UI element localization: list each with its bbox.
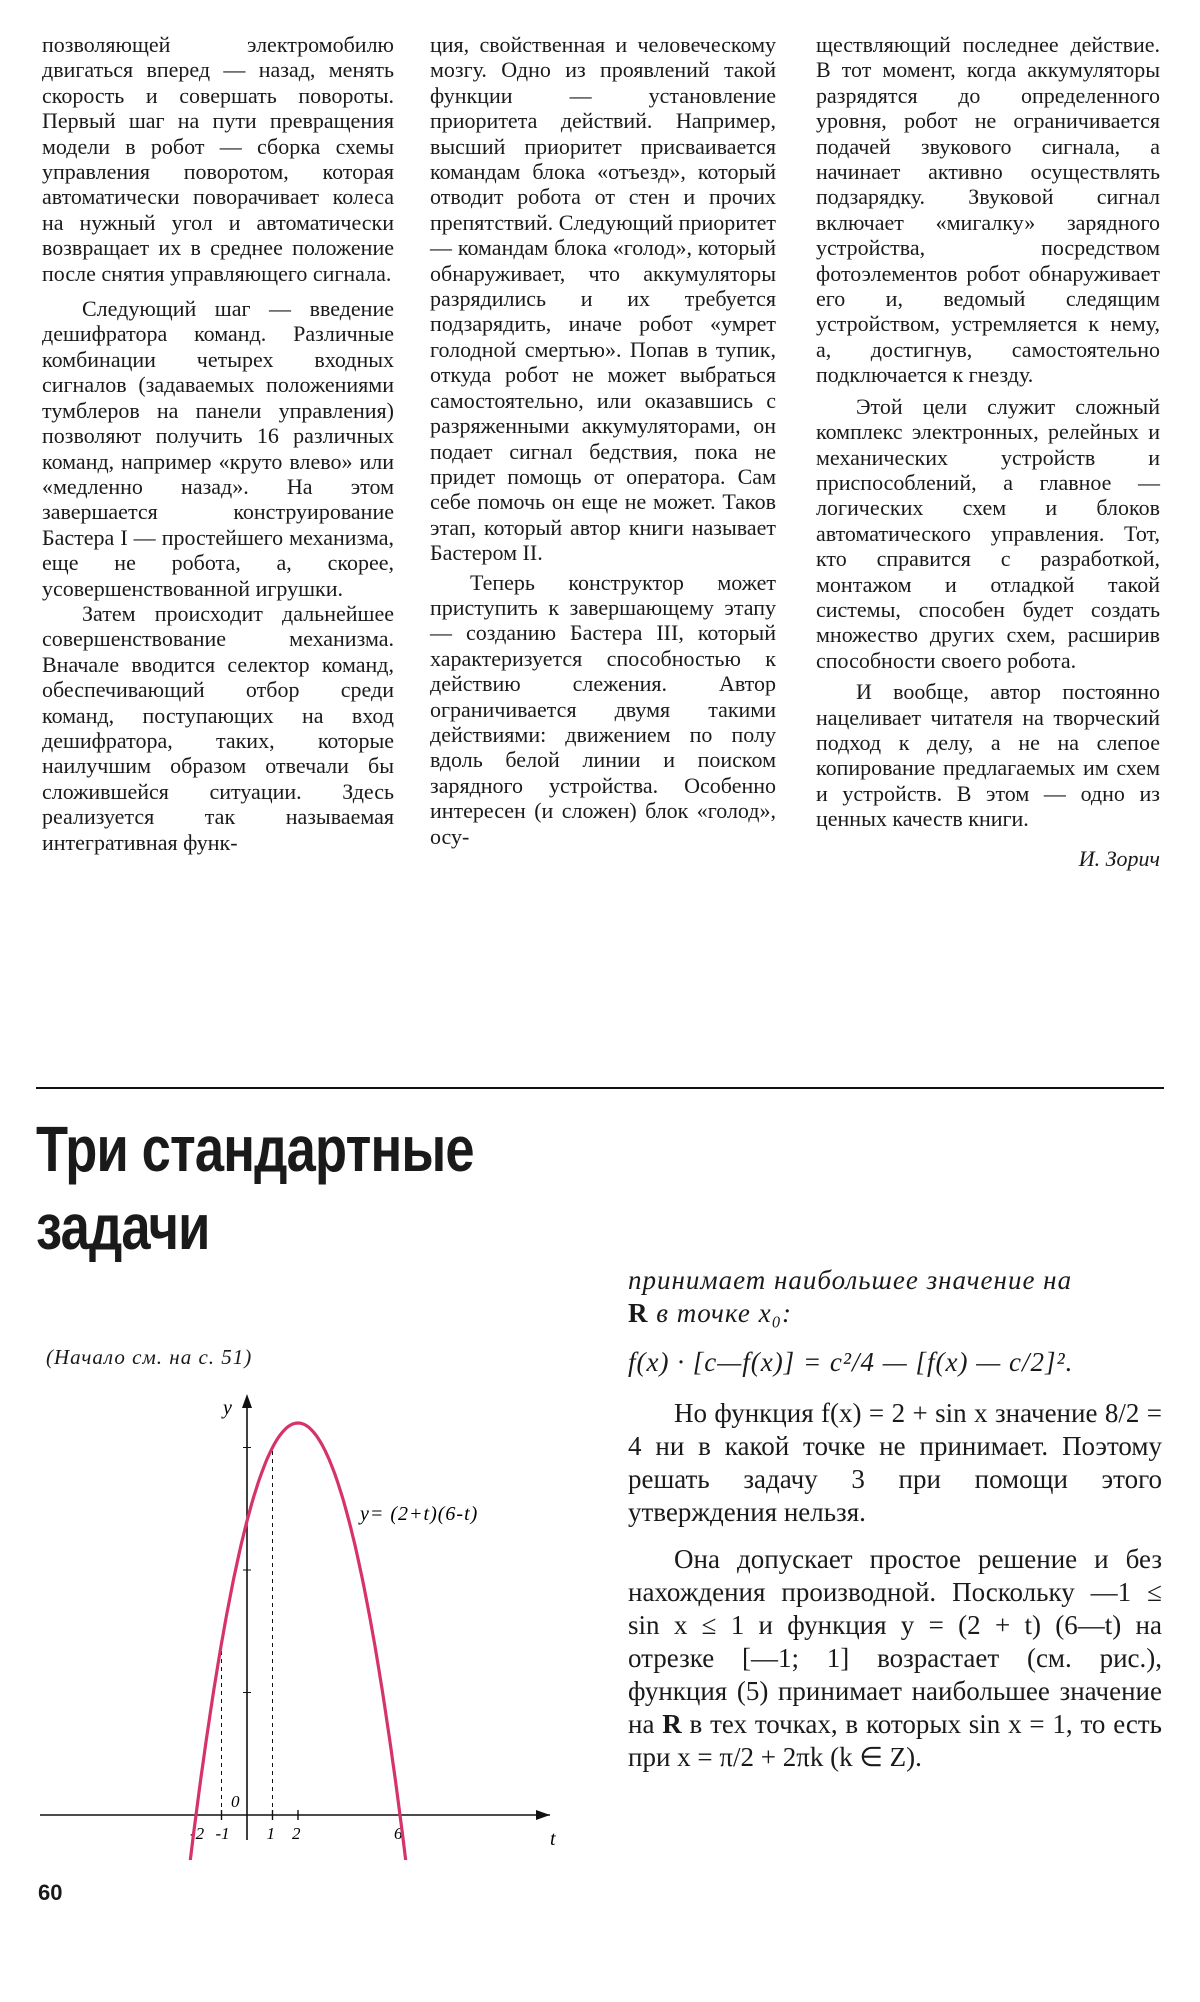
text-column-3 (816, 32, 1160, 871)
lead-text-b: в точке x₀: (648, 1298, 792, 1328)
page-number: 60 (38, 1880, 63, 1905)
y-axis-label: y (223, 1397, 232, 1419)
title-line-2: задачи (36, 1191, 210, 1263)
origin-label: 0 (231, 1792, 240, 1811)
x-tick-label: 2 (292, 1824, 301, 1843)
paragraph: Следующий шаг — введение дешифратора команд. Различные комбинации четырех входных сигналов (задаваемых положениями тумблеров на панели управления) позволяют получить 16 различных команд, например «круто влево» или «медленно назад». На этом завершается конструирование Бастера I — простейшего механизма, еще не робота, а, скорее, усовершенствованной игрушки. (42, 296, 394, 601)
paragraph: ция, свойственная и человеческому мозгу. Одно из проявлений такой функции — установление приоритета действий. Например, высший приоритет присваивается командам блока «отъезд», который отводит робота от стен и прочих препятствий. Следующий приоритет — командам блока «голод», который обнаруживает, что аккумуляторы разрядились и их требуется подзарядить, иначе робот «умрет голодной смертью». Попав в тупик, откуда робот не может выбраться самостоятельно, или оказавшись с разряженными аккумуляторами, он подает сигнал бедствия, пока не придет помощь от оператора. Сам себе помочь он еще не может. Таков этап, который автор книги называет Бастером II. (430, 32, 776, 566)
paragraph: позволяющей электромобилю двигаться вперед — назад, менять скорость и совершать повороты. Первый шаг на пути превращения модели в робот — сборка схемы управления поворотом, которая автоматически поворачивает колеса на нужный угол и автоматически возвращает их в среднее положение после снятия управляющего сигнала. (42, 32, 394, 286)
paragraph: Затем происходит дальнейшее совершенствование механизма. Вначале вводится селектор команд, обеспечивающий отбор среди команд, поступающих на вход дешифратора, таких, которые наилучшим образом отвечали бы сложившейся ситуации. Здесь реализуется так называемая интегративная функ- (42, 600, 394, 855)
title-line-1: Три стандартные (36, 1113, 474, 1185)
x-axis-arrow (536, 1810, 550, 1820)
parabola-curve (188, 1423, 407, 1860)
paragraph: Но функция f(x) = 2 + sin x значение 8/2 = 4 ни в какой точке не принимает. Поэтому решать задачу 3 при помощи этого утверждения нельзя. (628, 1398, 1162, 1527)
section-divider (36, 1087, 1164, 1089)
continuation-note: (Начало см. на с. 51) (46, 1345, 253, 1369)
x-axis-label: t (550, 1828, 556, 1850)
text-column-1 (42, 32, 394, 855)
section-title (36, 1110, 495, 1266)
paragraph (628, 1543, 1162, 1774)
x-tick-label: 6 (394, 1824, 403, 1843)
x-tick-label: 1 (266, 1824, 275, 1843)
lead-sentence (628, 1264, 1162, 1330)
lead-text: принимает наибольшее значение на (628, 1265, 1073, 1295)
author-signature: И. Зорич (1078, 845, 1160, 871)
paragraph-text-b: в тех точках, в которых sin x = 1, то есть при x = π/2 + 2πk (k ∈ Z). (628, 1709, 1162, 1772)
paragraph: И вообще, автор постоянно нацеливает читателя на творческий подход к делу, а не на слепое копирование предлагаемых им схем и устройств. В этом — одно из ценных качеств книги. (816, 679, 1160, 832)
paragraph: Этой цели служит сложный комплекс электронных, релейных и механических устройств и приспособлений, а главное — логических схем и блоков автоматического управления. Тот, кто справится с разработкой, монтажом и отладкой такой системы, способен будет создать множество других схем, расширив способности своего робота. (816, 393, 1160, 673)
math-text (628, 1264, 1162, 1774)
curve-label: y= (2+t)(6-t) (360, 1503, 479, 1525)
parabola-chart (30, 1390, 570, 1860)
set-r: R (628, 1298, 649, 1328)
x-tick-label: -2 (190, 1824, 205, 1843)
set-r: R (662, 1709, 682, 1739)
formula: f(x) · [c—f(x)] = c²/4 — [f(x) — c/2]². (628, 1347, 1074, 1377)
paragraph: Теперь конструктор может приступить к завершающему этапу — созданию Бастера III, который характеризуется способностью к действию слежения. Автор ограничивается двумя такими действиями: движением по полу вдоль белой линии и поиском зарядного устройства. Особенно интересен (и сложен) блок «голод», осу- (430, 569, 776, 849)
x-tick-label: -1 (215, 1824, 230, 1843)
paragraph: ществляющий последнее действие. В тот момент, когда аккумуляторы разрядятся до определенного уровня, робот не ограничивается подачей звукового сигнала, а начинает активно осуществлять подзарядку. Звуковой сигнал включает «мигалку» зарядного устройства, посредством фотоэлементов робот обнаруживает его и, ведомый следящим устройством, устремляется к нему, а, достигнув, самостоятельно подключается к гнезду. (816, 32, 1160, 388)
paragraph-text: Она допускает простое решение и без нахождения производной. Поскольку —1 ≤ sin x ≤ 1 и функция y = (2 + t) (6—t) на отрезке [—1; 1] возрастает (см. рис.), функция (5) принимает наибольшее значение на (628, 1544, 1162, 1739)
text-column-2 (430, 32, 776, 849)
y-axis-arrow (242, 1394, 252, 1408)
